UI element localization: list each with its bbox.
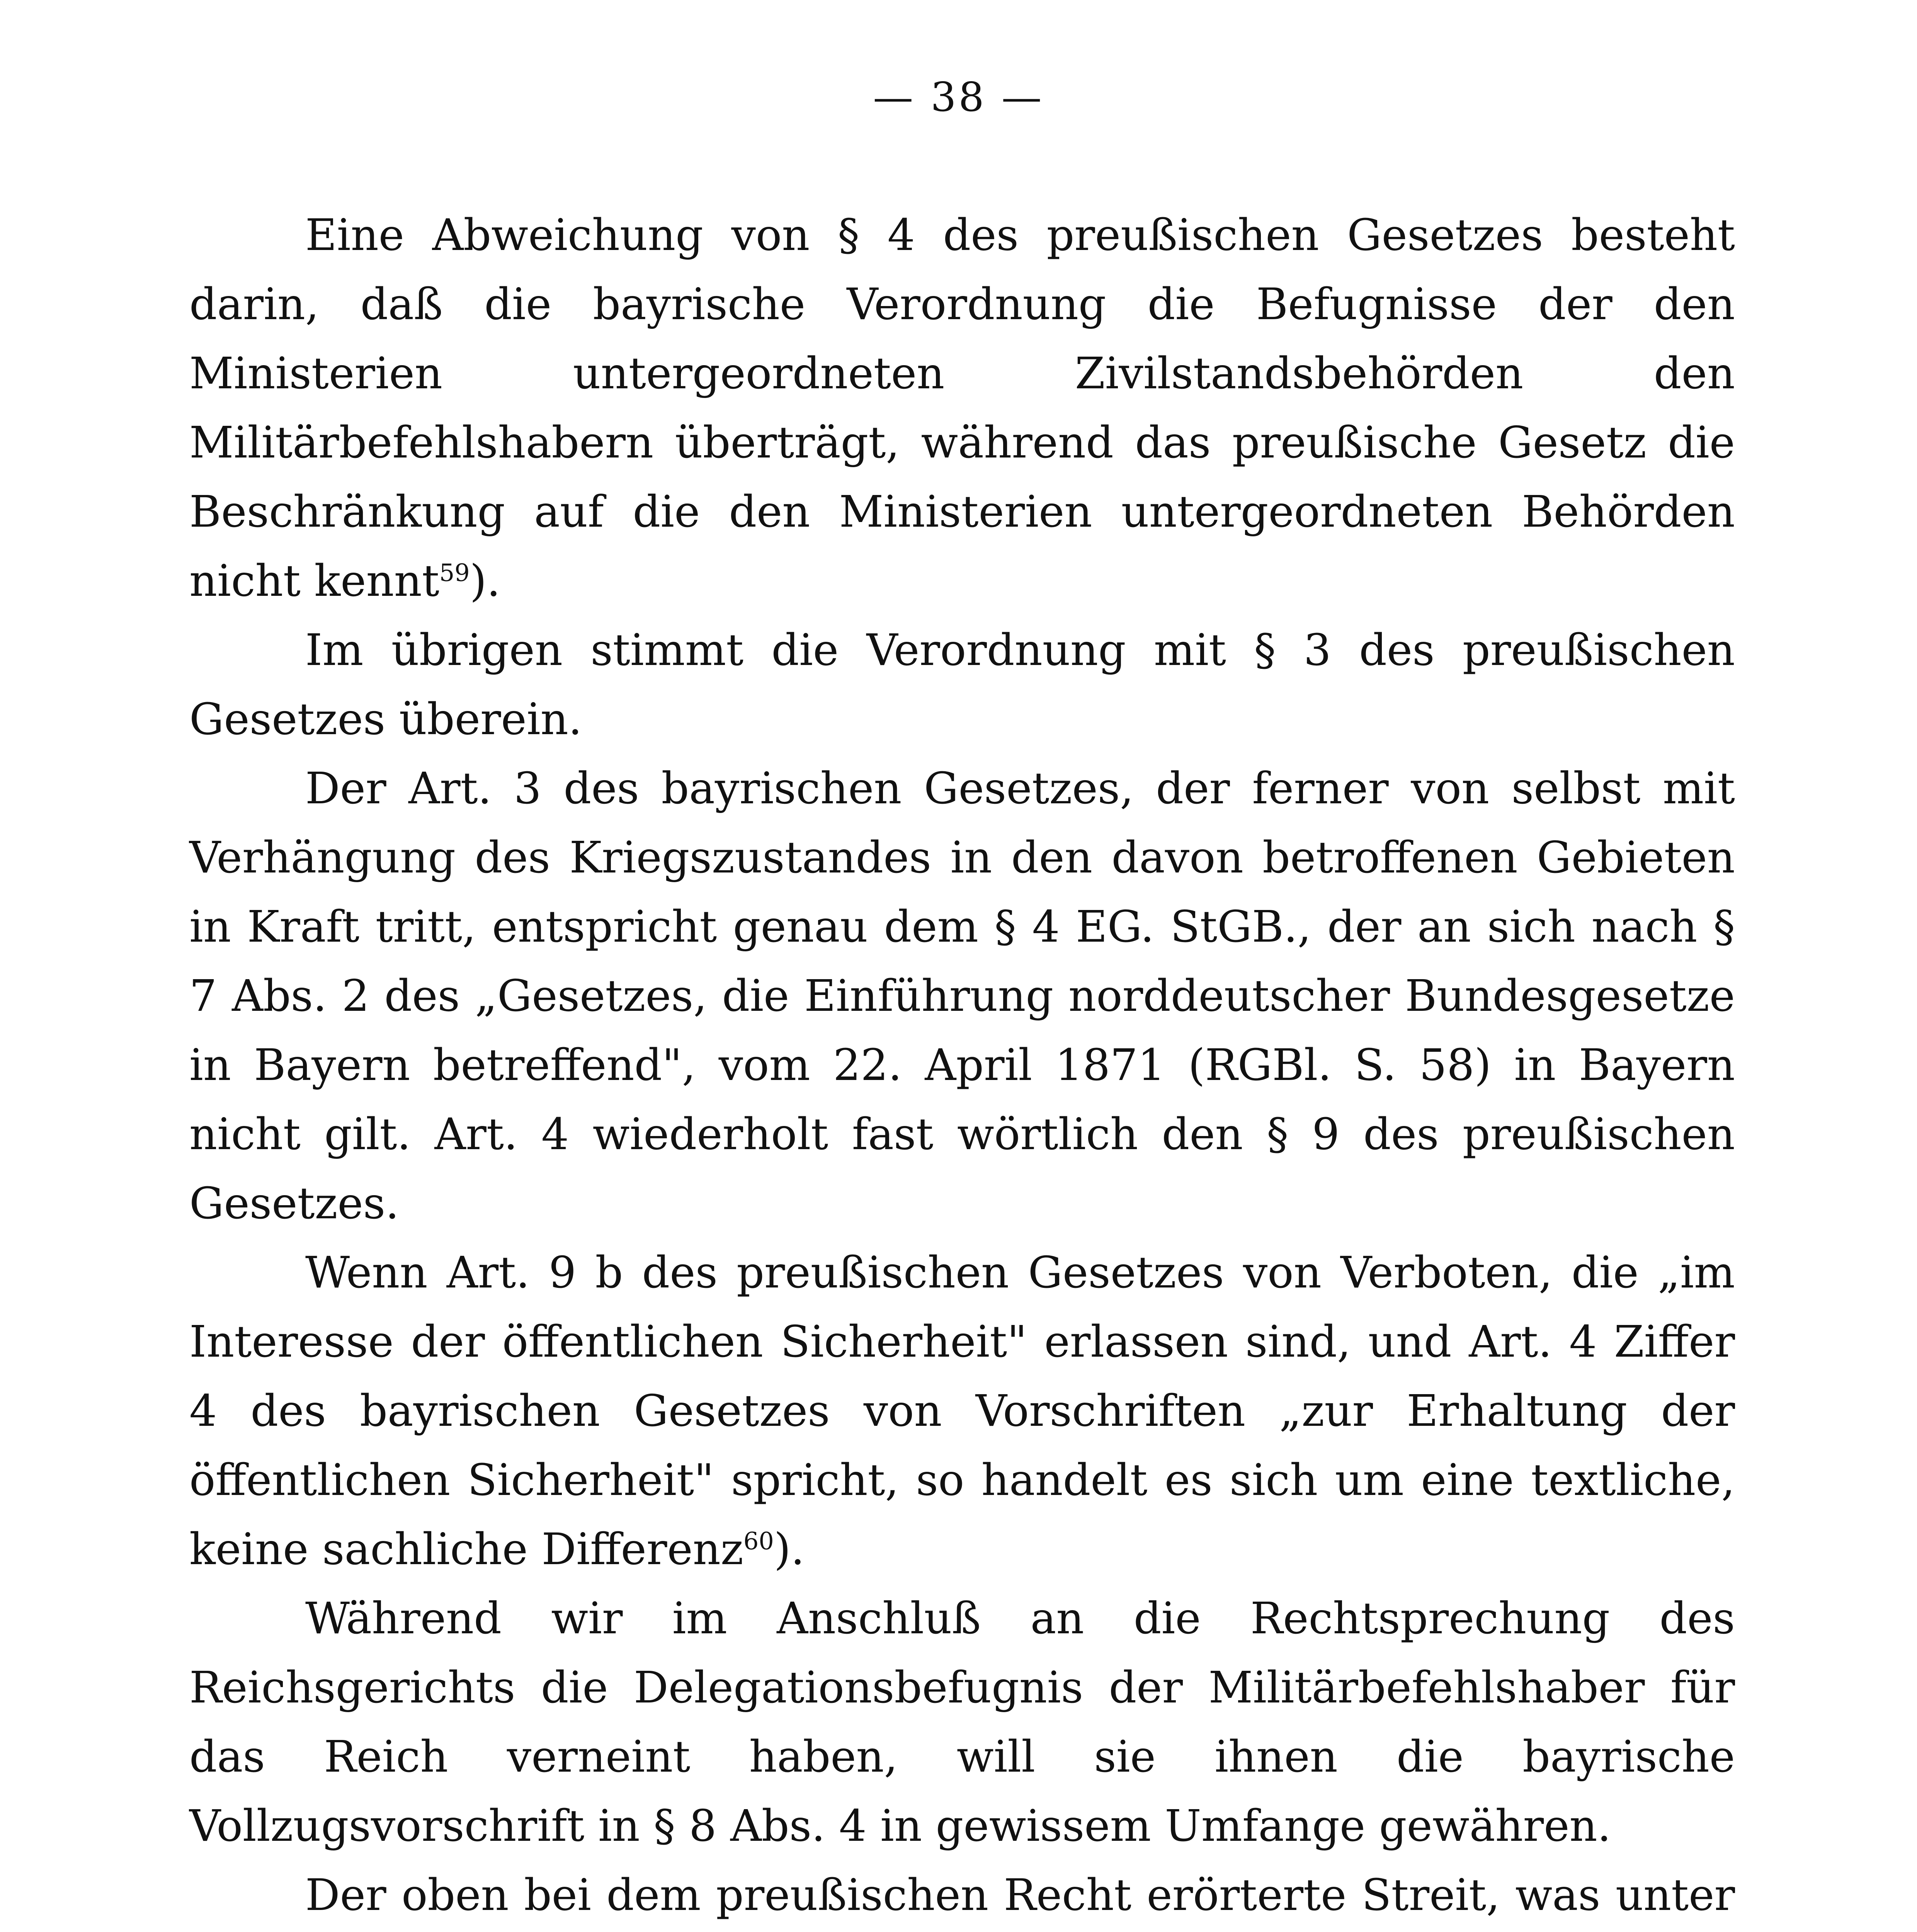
paragraph-text: Während wir im Anschluß an die Rechtsprechung des Reichsgerichts die Delegationsbefugnis der Militärbefehlshaber für das Reich verneint haben, will sie ihnen die bayrische Vollzugsvorschrift in § 8 Abs. 4 in gewissem Umfange gewähren. xyxy=(189,1594,1735,1851)
paragraph-text: Der oben bei dem preußischen Recht erörterte Streit, was unter xyxy=(305,1870,1735,1920)
paragraph-5 xyxy=(189,1584,1735,1861)
paragraph-6 xyxy=(189,1861,1735,1932)
page-number: — 38 — xyxy=(873,73,1044,121)
paragraph-text: Im übrigen stimmt die Verordnung mit § 3 des preußischen Gesetzes überein. xyxy=(189,625,1735,745)
paragraph-text: Wenn Art. 9 b des preußischen Gesetzes von Verboten, die „im Interesse der öffentlichen Sicherheit" erlassen sind, und Art. 4 Ziffer 4 des bayrischen Gesetzes von Vorschriften „zur Erhaltung der öffentlichen Sicherheit" spricht, so handelt es sich um eine textliche, keine sachliche Differenz xyxy=(189,1248,1735,1575)
footnote-marker-59: 59 xyxy=(439,558,470,587)
paragraph-3 xyxy=(189,754,1735,1238)
main-text xyxy=(189,201,1735,1932)
paragraph-2 xyxy=(189,616,1735,754)
paragraph-1 xyxy=(189,201,1735,616)
paragraph-tail: ). xyxy=(469,556,501,606)
paragraph-tail: ). xyxy=(774,1524,805,1575)
footnote-marker-60: 60 xyxy=(743,1527,774,1555)
paragraph-4 xyxy=(189,1238,1735,1584)
paragraph-text: Eine Abweichung von § 4 des preußischen Gesetzes besteht darin, daß die bayrische Verordnung die Befugnisse der den Ministerien untergeordneten Zivilstandsbehörden den Militärbefehlshabern überträgt, während das preußische Gesetz die Beschränkung auf die den Ministerien untergeordneten Behörden nicht kennt xyxy=(189,210,1735,606)
paragraph-text: Der Art. 3 des bayrischen Gesetzes, der ferner von selbst mit Verhängung des Kriegszustandes in den davon betroffenen Gebieten in Kraft tritt, entspricht genau dem § 4 EG. StGB., der an sich nach § 7 Abs. 2 des „Gesetzes, die Einführung norddeutscher Bundesgesetze in Bayern betreffend", vom 22. April 1871 (RGBl. S. 58) in Bayern nicht gilt. Art. 4 wiederholt fast wörtlich den § 9 des preußischen Gesetzes. xyxy=(189,764,1735,1229)
